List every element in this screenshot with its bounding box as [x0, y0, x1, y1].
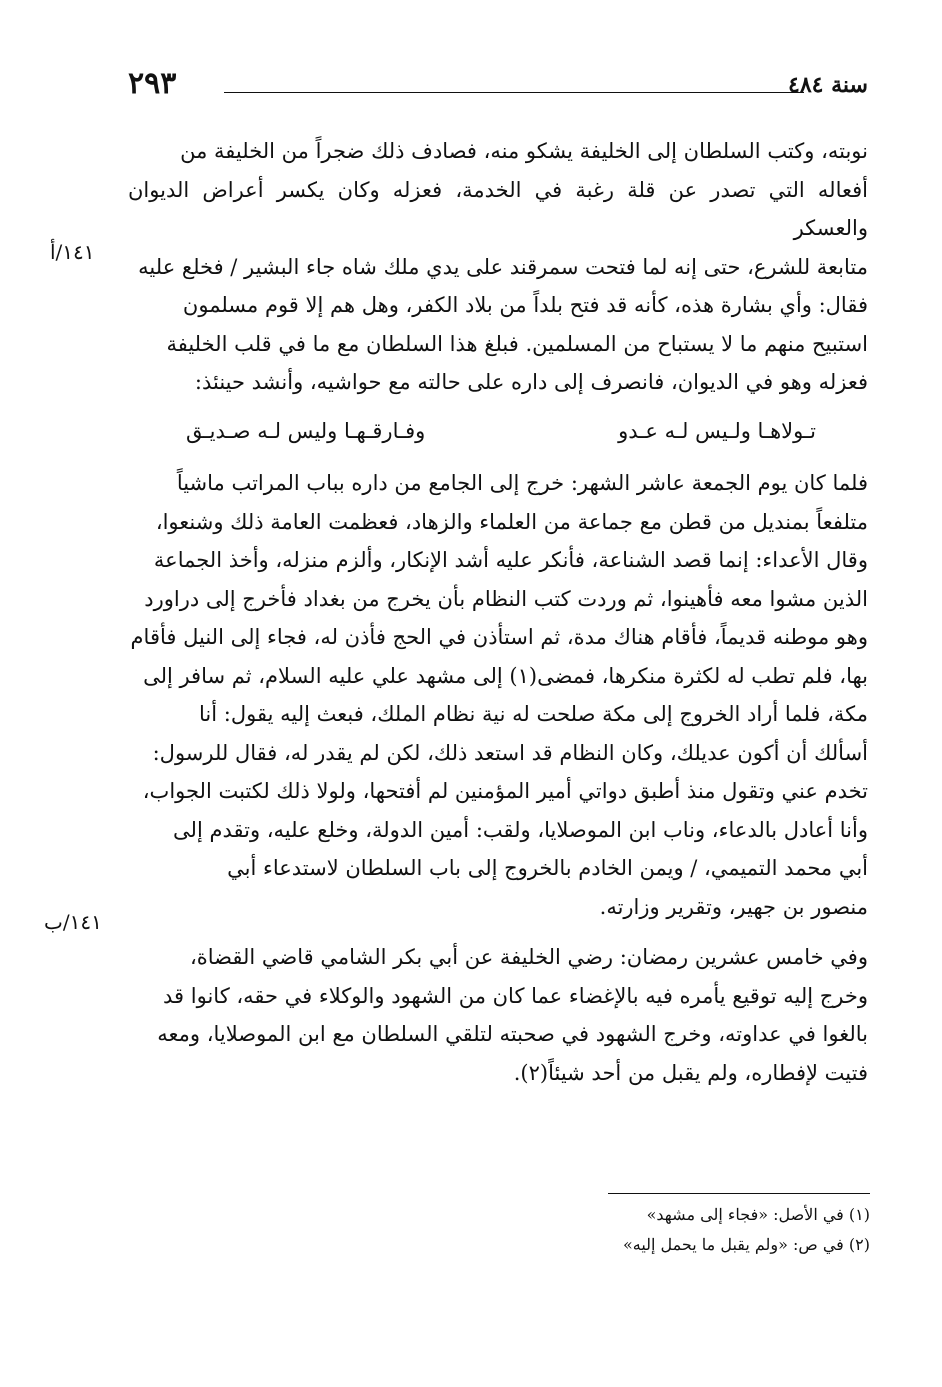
text-line: أفعاله التي تصدر عن قلة رغبة في الخدمة، فعزله وكان يكسر أعراض الديوان والعسكر: [128, 177, 868, 240]
text-line: تخدم عني وتقول منذ أطبق دواتي أمير المؤمنين لم أفتحها، ولولا ذلك لكتبت الجواب،: [142, 779, 868, 803]
page-number: ٢٩٣: [128, 66, 177, 101]
text-line: متلفعاً بمنديل من قطن مع جماعة من العلماء والزهاد، فعظمت العامة ذلك وشنعوا،: [155, 509, 868, 534]
text-line: وهو موطنه قديماً، فأقام هناك مدة، ثم استأذن في الحج فأذن له، فجاء إلى النيل فأقام: [130, 625, 868, 649]
footnote-1: (١) في الأصل: «فجاء إلى مشهد»: [646, 1205, 870, 1224]
text-line: فلما كان يوم الجمعة عاشر الشهر: خرج إلى الجامع من داره بباب المراتب ماشياً: [176, 471, 868, 495]
text-line: وخرج إليه توقيع يأمره فيه بالإغضاء عما كان من الشهود والوكلاء في حقه، كانوا قد: [163, 983, 868, 1008]
text-line: نوبته، وكتب السلطان إلى الخليفة يشكو منه، فصادف ذلك ضجراً من الخليفة من: [180, 139, 868, 163]
text-line: وأنا أعادل بالدعاء، وناب ابن الموصلايا، ولقب: أمين الدولة، وخلع عليه، وتقدم إلى: [173, 817, 868, 842]
text-line: فعزله وهو في الديوان، فانصرف إلى داره على حالته مع حواشيه، وأنشد حينئذ:: [194, 370, 868, 394]
text-line: منصور بن جهير، وتقرير وزارته.: [599, 894, 868, 919]
text-line: أسألك أن أكون عديلك، وكان النظام قد استعد ذلك، لكن لم يقدر له، فقال للرسول:: [152, 740, 868, 765]
footnotes: [400, 1200, 870, 1260]
text-line: وفي خامس عشرين رمضان: رضي الخليفة عن أبي بكر الشامي قاضي القضاة،: [190, 945, 868, 969]
paragraph-3: [128, 938, 868, 1092]
folio-marker-b: ١٤١/ب: [44, 910, 102, 934]
text-line: مكة، فلما أراد الخروج إلى مكة صلحت له نية نظام الملك، فبعث إليه يقول: أنا: [199, 702, 868, 726]
text-line: فتيت لإفطاره، ولم يقبل من أحد شيئاً(٢).: [513, 1060, 868, 1085]
text-line: الذين مشوا معه فأهينوا، ثم وردت كتب النظام بأن يخرج من بغداد فأخرج إلى دراورد: [144, 586, 868, 611]
running-header: [128, 66, 868, 106]
paragraph-2: [128, 464, 868, 926]
footnote-rule: [608, 1193, 870, 1194]
paragraph-gap: [128, 926, 868, 938]
main-text: [128, 132, 868, 1092]
verse-first-hemistich: تـولاهـا ولـيس لـه عـدو: [618, 418, 816, 443]
running-header-year: سنة ٤٨٤: [788, 72, 868, 98]
text-line: بها، فلم تطب له لكثرة منكرها، فمضى(١) إلى مشهد علي عليه السلام، ثم سافر إلى: [143, 663, 868, 688]
text-line: أبي محمد التميمي، / ويمن الخادم بالخروج إلى باب السلطان لاستدعاء أبي: [227, 856, 868, 880]
verse-second-hemistich: وفـارقـهـا وليس لـه صـديـق: [186, 418, 426, 443]
paragraph-1: [128, 132, 868, 402]
text-line: استبيح منهم ما لا يستباح من المسلمين. فبلغ هذا السلطان مع ما في قلب الخليفة: [166, 331, 868, 356]
header-rule: [224, 92, 804, 93]
text-line: فقال: وأي بشارة هذه، كأنه قد فتح بلداً من بلاد الكفر، وهل هم إلا قوم مسلمون: [182, 293, 868, 317]
footnote-2: (٢) في ص: «ولم يقبل ما يحمل إليه»: [622, 1235, 870, 1254]
text-line: وقال الأعداء: إنما قصد الشناعة، فأنكر عليه أشد الإنكار، وألزم منزله، وأخذ الجماعة: [153, 548, 868, 572]
text-line: بالغوا في عداوته، وخرج الشهود في صحبته لتلقي السلطان مع ابن الموصلايا، ومعه: [157, 1022, 868, 1046]
text-line: متابعة للشرع، حتى إنه لما فتحت سمرقند على يدي ملك شاه جاء البشير / فخلع عليه: [138, 254, 868, 279]
poetry-verse: [128, 402, 868, 465]
folio-marker-a: ١٤١/أ: [50, 240, 95, 264]
